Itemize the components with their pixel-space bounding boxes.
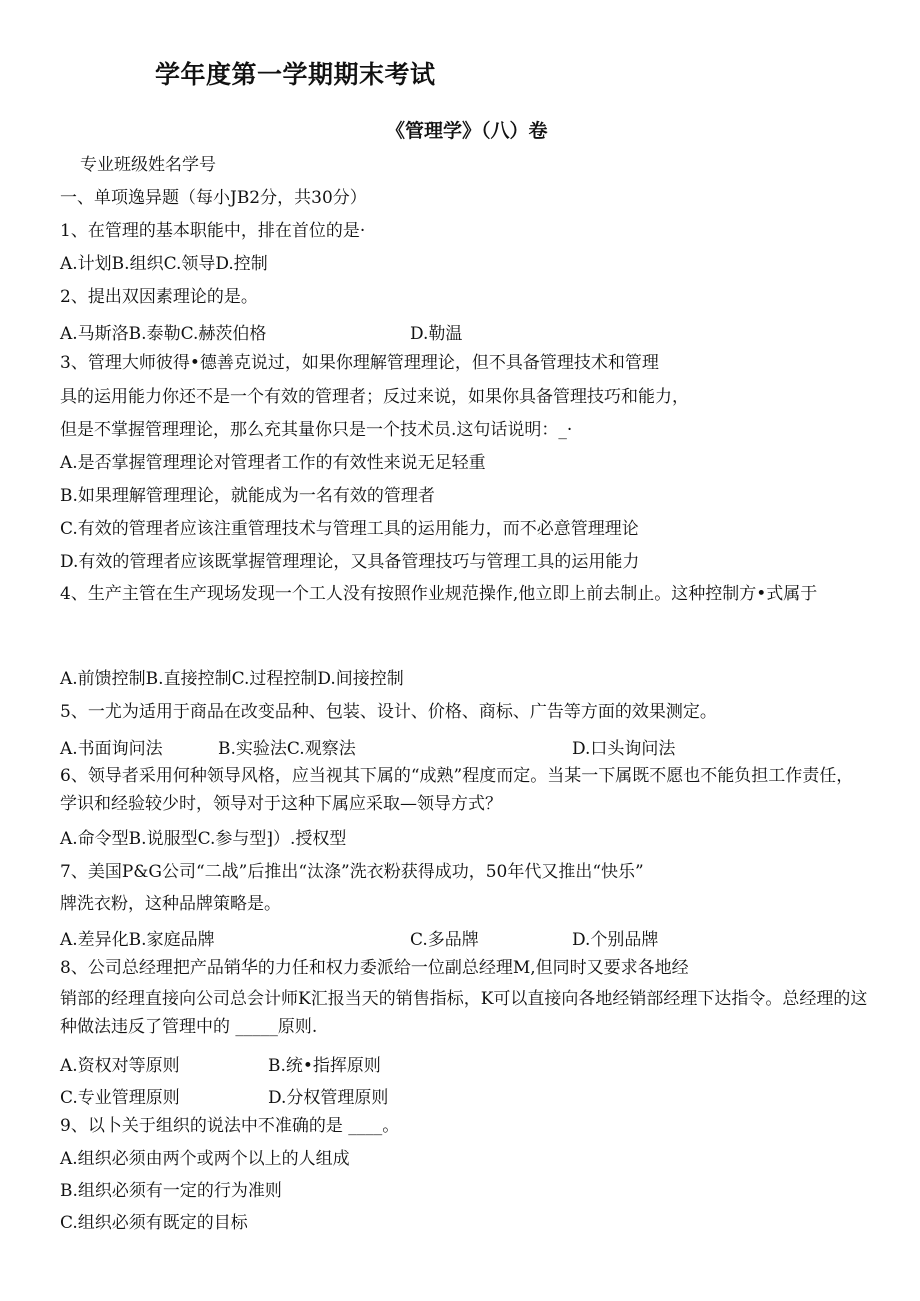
- question-9-option-c: C.组织必须有既定的目标: [60, 1213, 248, 1233]
- question-7-stem-line-2: 牌洗衣粉，这种品牌策略是。: [60, 894, 281, 914]
- question-3-stem-line-1: 3、管理大师彼得•德善克说过，如果你理解管理理论，但不具备管理技术和管理: [60, 353, 659, 373]
- question-3-option-d: D.有效的管理者应该既掌握管理理论，又具备管理技巧与管理工具的运用能力: [60, 552, 640, 572]
- question-5-option-d: D.口头询问法: [572, 739, 676, 759]
- question-8-stem-line-2: 销部的经理直接向公司总会计师K汇报当天的销售指标，K可以直接向各地经销部经理下达指令。总经理的这种做法违反了管理中的 _____原则.: [60, 989, 868, 1037]
- question-1-options: A.计划B.组织C.领导D.控制: [60, 254, 268, 274]
- question-3-option-a: A.是否掌握管理理论对管理者工作的有效性来说无足轻重: [60, 453, 486, 473]
- student-info: 专业班级姓名学号: [80, 155, 216, 175]
- exam-subtitle: 《管理学》（八）卷: [386, 120, 548, 142]
- question-3-option-b: B.如果理解管理理论，就能成为一名有效的管理者: [60, 486, 435, 506]
- question-3-stem-line-3: 但是不掌握管理理论，那么充其量你只是一个技术员.这句话说明：_·: [60, 420, 573, 440]
- question-7-option-d: D.个别品牌: [572, 930, 659, 950]
- question-8-stem-line-1: 8、公司总经理把产品销华的力任和权力委派给一位副总经理M,但同时又要求各地经: [60, 958, 689, 978]
- question-4-stem: 4、生产主管在生产现场发现一个工人没有按照作业规范操作,他立即上前去制止。这种控制方•式属于: [60, 584, 818, 604]
- question-9-option-a: A.组织必须由两个或两个以上的人组成: [60, 1149, 350, 1169]
- question-5-option-a: A.书面询问法: [60, 739, 163, 759]
- question-1-stem: 1、在管理的基本职能中，排在首位的是·: [60, 221, 366, 241]
- question-5-options-bc: B.实验法C.观察法: [218, 739, 356, 759]
- question-8-option-a: A.资权对等原则: [60, 1056, 180, 1076]
- question-7-stem-line-1: 7、美国P&G公司“二战”后推出“汰涤”洗衣粉获得成功，50年代又推出“快乐”: [60, 862, 644, 882]
- question-2-stem: 2、提出双因素理论的是。: [60, 287, 258, 307]
- question-2-options-abc: A.马斯洛B.泰勒C.赫茨伯格: [60, 324, 267, 344]
- question-8-option-c: C.专业管理原则: [60, 1088, 180, 1108]
- question-8-option-d: D.分权管理原则: [268, 1088, 389, 1108]
- question-8-option-b: B.统•指挥原则: [268, 1056, 381, 1076]
- question-9-option-b: B.组织必须有一定的行为准则: [60, 1181, 282, 1201]
- question-7-option-c: C.多品牌: [410, 930, 479, 950]
- question-3-stem-line-2: 具的运用能力你还不是一个有效的管理者；反过来说，如果你具备管理技巧和能力，: [60, 387, 689, 407]
- exam-title: 学年度第一学期期末考试: [155, 60, 436, 89]
- question-4-options: A.前馈控制B.直接控制C.过程控制D.间接控制: [60, 669, 404, 689]
- question-9-stem: 9、以卜关于组织的说法中不准确的是 ____。: [60, 1116, 400, 1136]
- question-6-options: A.命令型B.说服型C.参与型⁆）.授权型: [60, 829, 347, 849]
- question-3-option-c: C.有效的管理者应该注重管理技术与管理工具的运用能力，而不必意管理理论: [60, 519, 639, 539]
- question-6-stem: 6、领导者采用何种领导风格，应当视其下属的“成熟”程度而定。当某一下属既不愿也不能负担工作责任，学识和经验较少时，领导对于这种下属应采取—领导方式？: [60, 766, 854, 814]
- question-2-option-d: D.勒温: [410, 324, 463, 344]
- question-7-options-ab: A.差异化B.家庭品牌: [60, 930, 215, 950]
- section-heading: 一、单项逸异题（每小JB2分，共30分）: [60, 188, 367, 208]
- question-5-stem: 5、一尤为适用于商品在改变品种、包装、设计、价格、商标、广告等方面的效果测定。: [60, 702, 717, 722]
